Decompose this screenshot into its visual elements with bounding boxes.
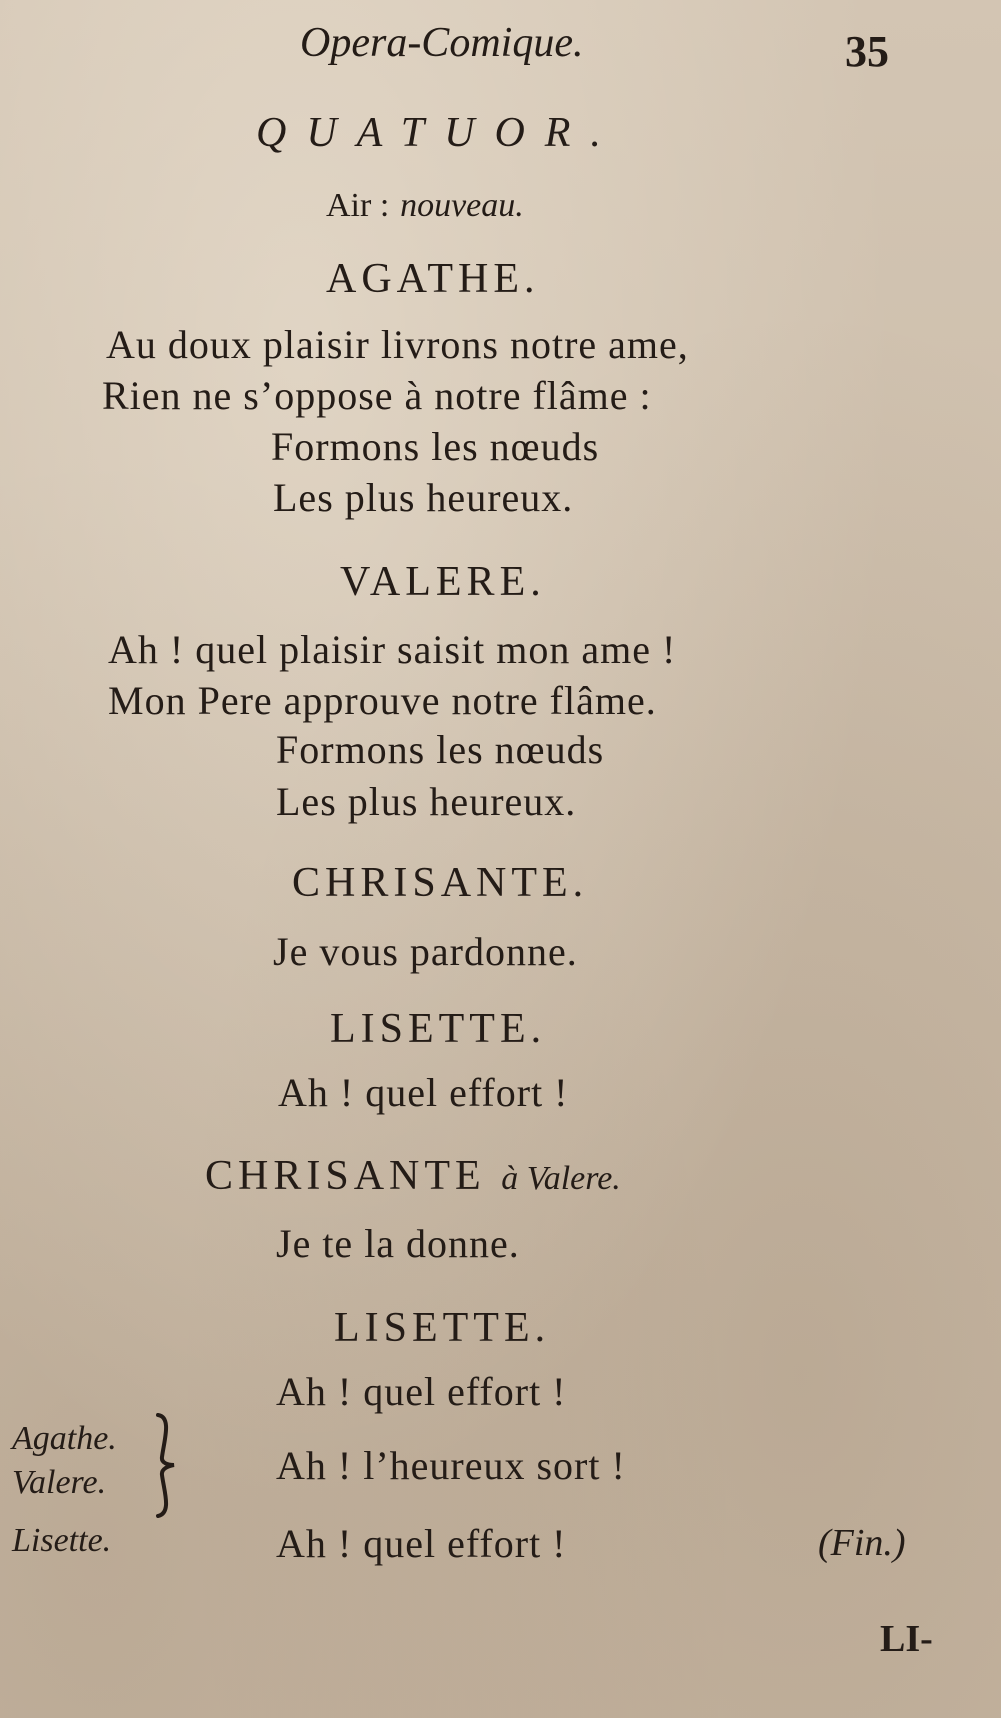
ensemble-speaker: Lisette. xyxy=(12,1522,112,1559)
stage-direction: à Valere. xyxy=(501,1160,621,1197)
verse-line: Ah ! l’heureux sort ! xyxy=(276,1443,626,1488)
end-mark: (Fin.) xyxy=(818,1522,906,1564)
air-label: Air : xyxy=(326,187,390,224)
speaker-name: AGATHE. xyxy=(326,256,540,302)
speaker-name: CHRISANTE xyxy=(205,1153,486,1199)
speaker-name: CHRISANTE. xyxy=(292,860,589,906)
catchword: LI- xyxy=(880,1618,933,1660)
verse-line: Ah ! quel plaisir saisit mon ame ! xyxy=(108,627,677,672)
ensemble-speaker: Agathe. xyxy=(12,1420,117,1457)
verse-line: Rien ne s’oppose à notre flâme : xyxy=(102,373,652,418)
running-title: Opera-Comique. xyxy=(300,20,584,66)
page-number: 35 xyxy=(845,27,889,76)
verse-line: Ah ! quel effort ! xyxy=(278,1070,569,1115)
speaker-with-direction xyxy=(205,1155,621,1197)
verse-line: Je vous pardonne. xyxy=(273,929,578,974)
air-tune: nouveau. xyxy=(400,187,524,224)
verse-line: Je te la donne. xyxy=(276,1221,520,1266)
verse-line: Ah ! quel effort ! xyxy=(276,1369,567,1414)
verse-line: Au doux plaisir livrons notre ame, xyxy=(106,322,689,367)
verse-line: Formons les nœuds xyxy=(271,424,600,469)
verse-line: Les plus heureux. xyxy=(273,475,574,520)
speaker-name: VALERE. xyxy=(340,559,546,605)
verse-line: Formons les nœuds xyxy=(276,727,605,772)
section-title: QUATUOR. xyxy=(256,110,621,156)
speaker-name: LISETTE. xyxy=(330,1006,547,1052)
air-line xyxy=(326,188,524,223)
verse-line: Ah ! quel effort ! xyxy=(276,1521,567,1566)
speaker-name: LISETTE. xyxy=(334,1305,551,1351)
ensemble-speaker: Valere. xyxy=(12,1464,107,1501)
brace-icon xyxy=(150,1413,180,1518)
verse-line: Les plus heureux. xyxy=(276,779,577,824)
verse-line: Mon Pere approuve notre flâme. xyxy=(108,678,657,723)
